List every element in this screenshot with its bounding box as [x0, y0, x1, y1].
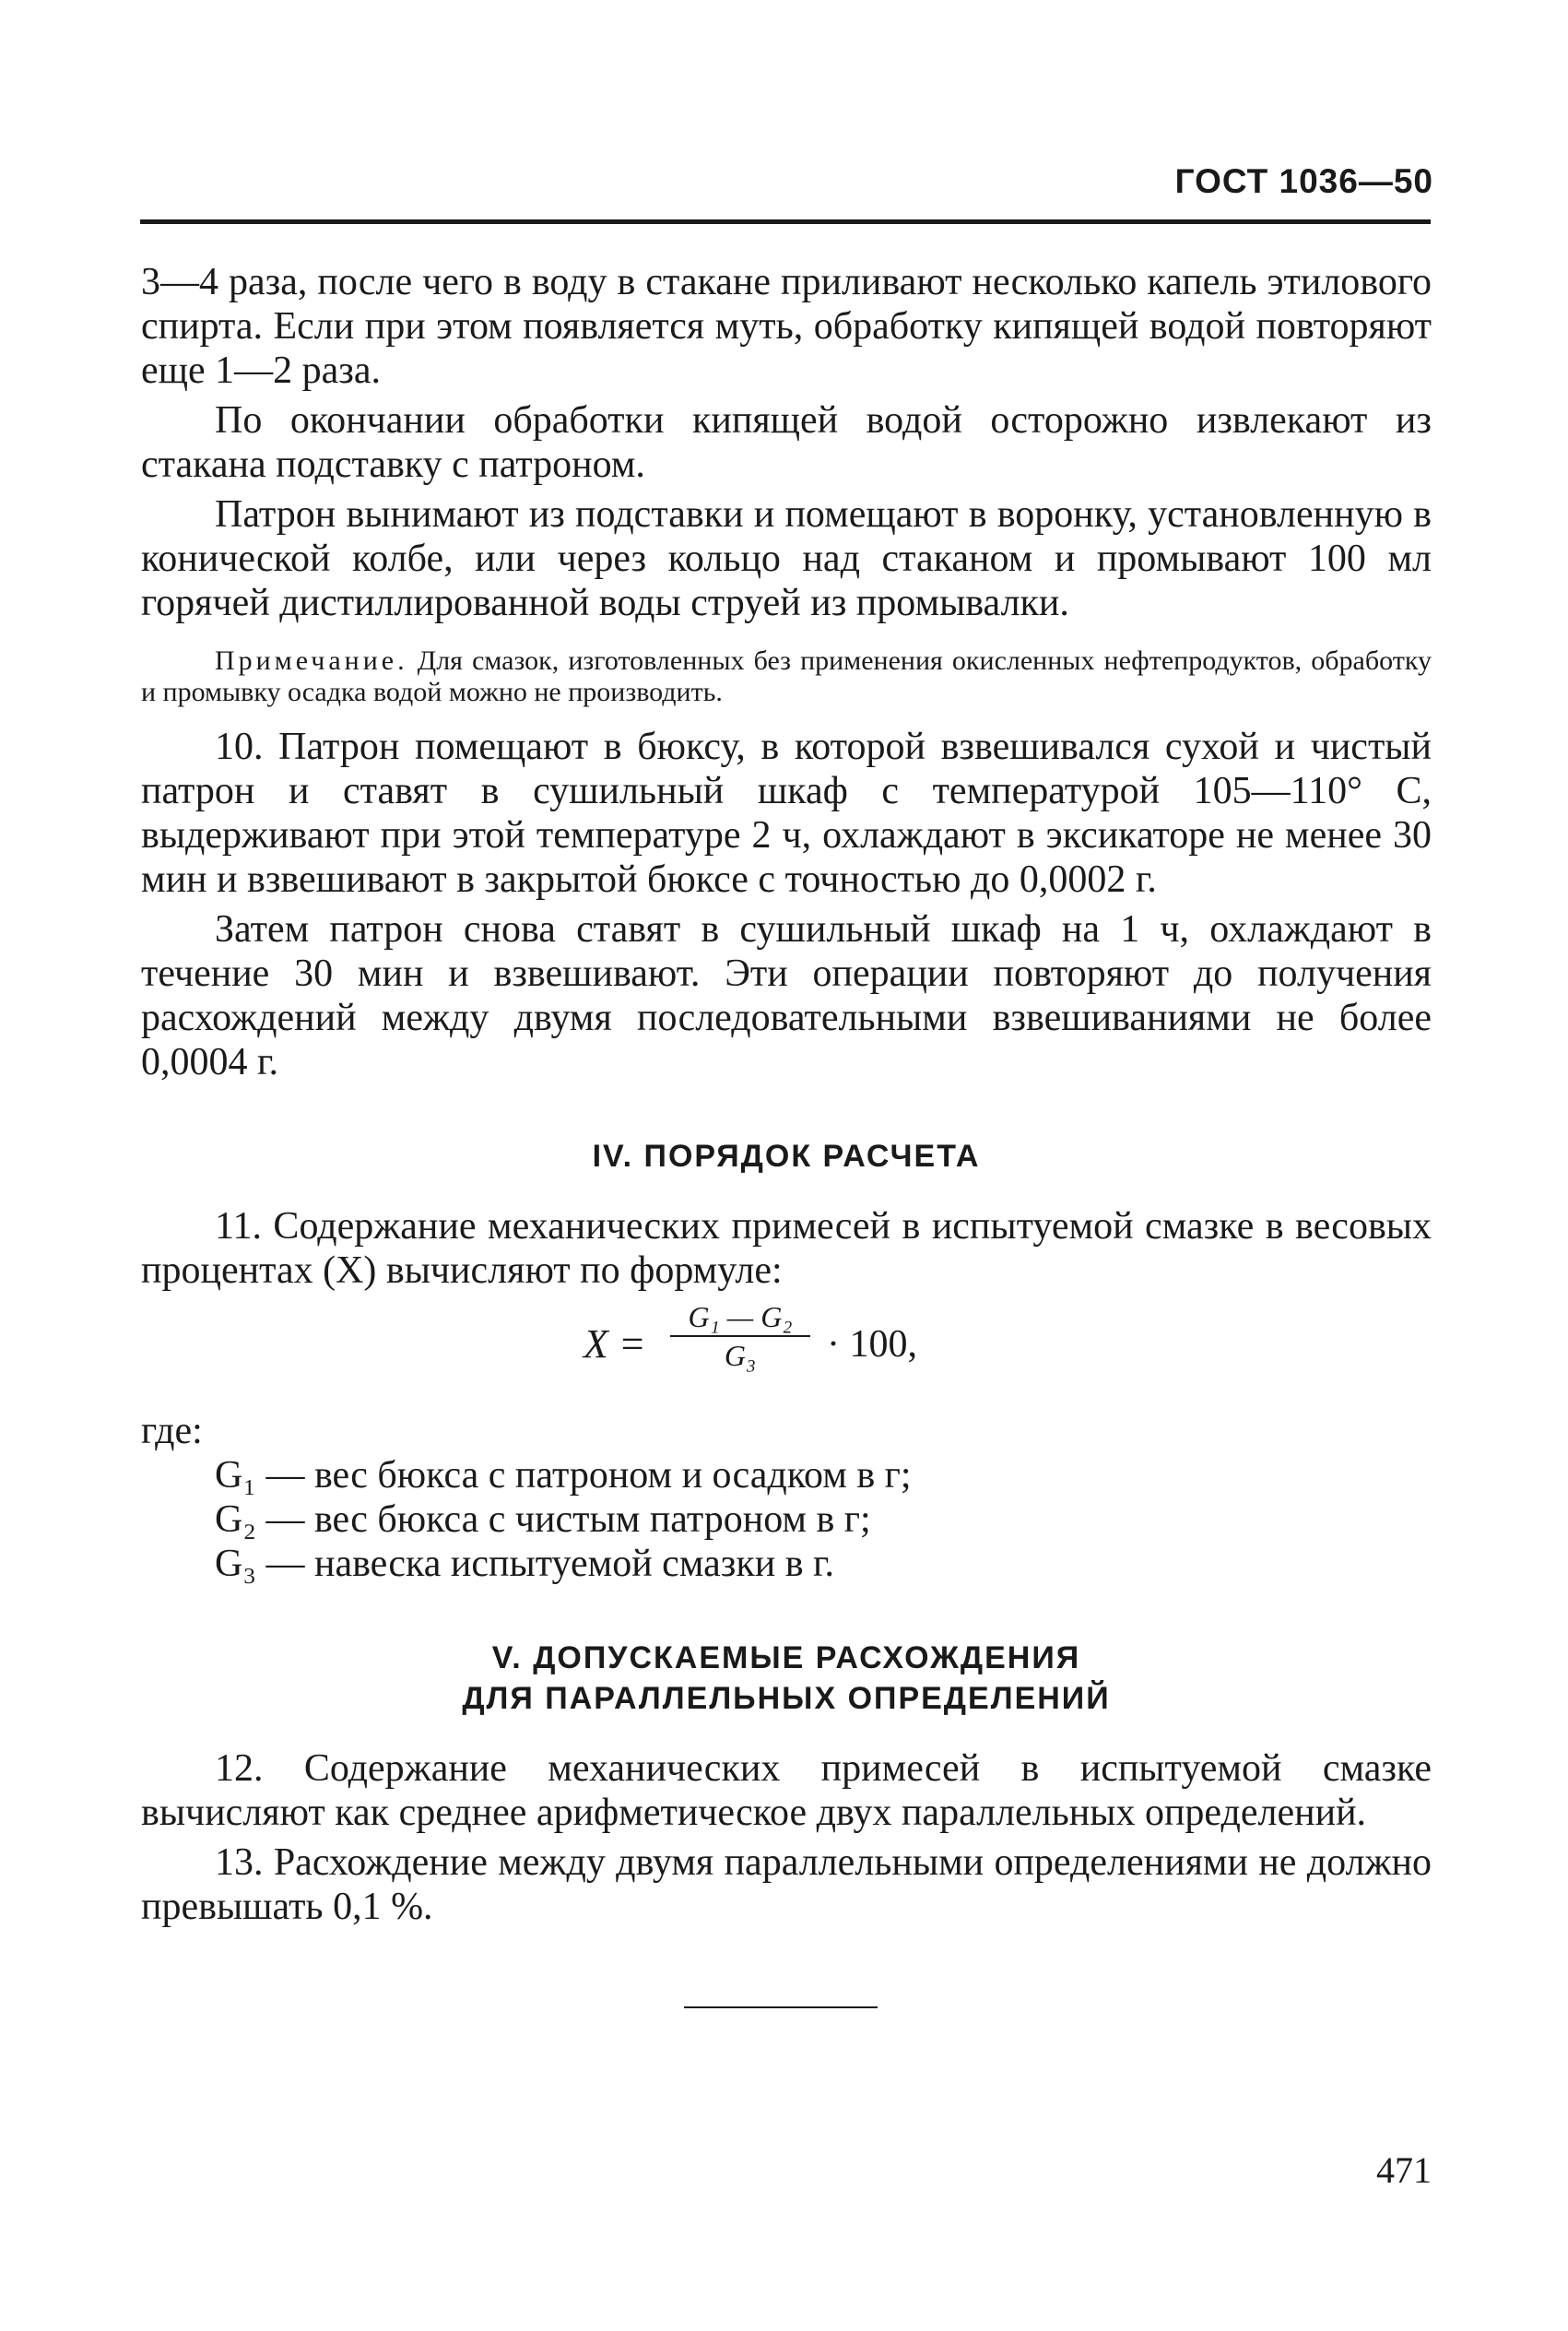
note — [141, 645, 1432, 708]
section-5-title-line2: ДЛЯ ПАРАЛЛЕЛЬНЫХ ОПРЕДЕЛЕНИЙ — [462, 1681, 1111, 1716]
formula-rhs: · 100, — [827, 1323, 917, 1366]
paragraph-10: 10. Патрон помещают в бюксу, в которой взвешивался сухой и чистый патрон и ставят в сушильный шкаф с температурой 105—110° С, выдерживают при этой температуре 2 ч, охлаждают в эксикаторе не менее 30 мин и взвешивают в закрытой бюксе с точностью до 0,0002 г. — [141, 726, 1432, 901]
paragraph-10-continued: Затем патрон снова ставят в сушильный шкаф на 1 ч, охлаждают в течение 30 мин и взвешивают. Эти операции повторяют до получения расхождений между двумя последовательными взвешиваниями не более 0,0004 г. — [141, 908, 1432, 1083]
note-label: Примечание. — [215, 645, 408, 676]
formula — [141, 1298, 1432, 1400]
formula-numerator: G₁ — G₂ — [688, 1300, 793, 1333]
paragraph-11: 11. Содержание механических примесей в испытуемой смазке в весовых процентах (X) вычисляют по формуле: — [141, 1205, 1432, 1292]
formula-denominator: G₃ — [724, 1339, 757, 1372]
legend-g3: G₃ — навеска испытуемой смазки в г. — [215, 1543, 835, 1585]
paragraph-continuation: 3—4 раза, после чего в воду в стакане приливают несколько капель этилового спирта. Если при этом появляется муть, обработку кипящей водой повторяют еще 1—2 раза. — [141, 261, 1432, 392]
paragraph-12: 12. Содержание механических примесей в испытуемой смазке вычисляют как среднее арифметическое двух параллельных определений. — [141, 1747, 1432, 1834]
paragraph-rinse-cartridge: Патрон вынимают из подставки и помещают в воронку, установленную в конической колбе, или через кольцо над стаканом и промывают 100 мл горячей дистиллированной воды струей из промывалки. — [141, 493, 1432, 624]
legend-g2: G₂ — вес бюкса с чистым патроном в г; — [215, 1498, 871, 1541]
end-rule — [684, 2006, 878, 2008]
formula-lhs: X = — [584, 1321, 646, 1367]
paragraph-extract-stand: По окончании обработки кипящей водой осторожно извлекают из стакана подставку с патроном. — [141, 399, 1432, 486]
page-content — [141, 260, 1432, 1929]
paragraph-13: 13. Расхождение между двумя параллельными определениями не должно превышать 0,1 %. — [141, 1841, 1432, 1928]
page-header: ГОСТ 1036—50 — [1174, 162, 1433, 200]
formula-fraction — [666, 1298, 814, 1374]
section-4-title: IV. ПОРЯДОК РАСЧЕТА — [592, 1139, 981, 1174]
page-number: 471 — [1376, 2149, 1432, 2191]
header-rule — [140, 219, 1431, 224]
note-text: Для смазок, изготовленных без применения окисленных нефтепродуктов, обработку и промывку осадка водой можно не производить. — [141, 645, 1432, 707]
section-5-title-line1: V. ДОПУСКАЕМЫЕ РАСХОЖДЕНИЯ — [491, 1640, 1081, 1675]
where-label: где: — [141, 1410, 203, 1452]
legend-g1: G₁ — вес бюкса с патроном и осадком в г; — [215, 1454, 912, 1497]
